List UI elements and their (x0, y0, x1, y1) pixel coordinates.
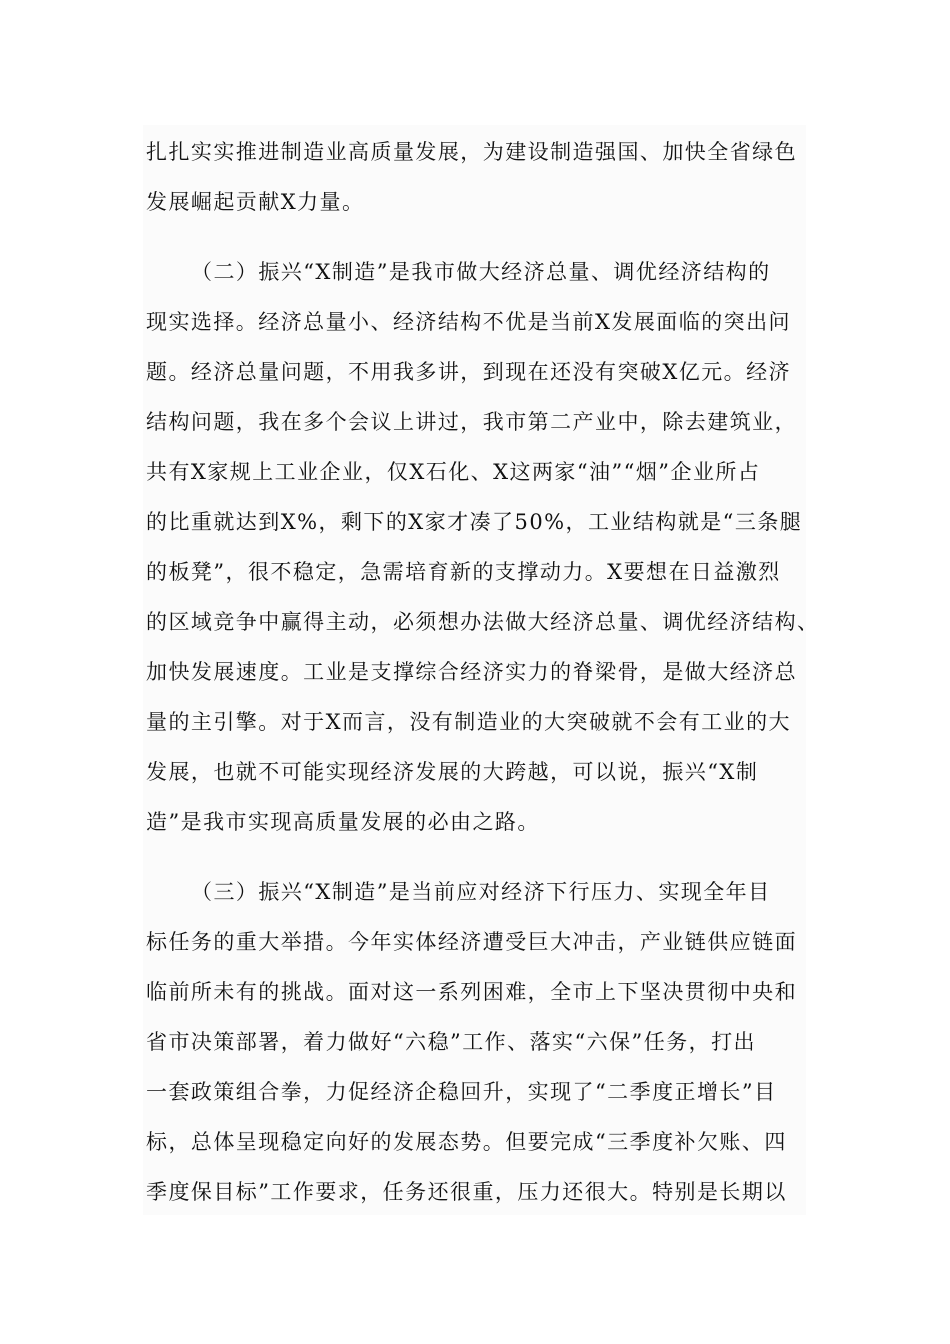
paragraph-3-line-5: 一套政策组合拳，力促经济企稳回升，实现了“二季度正增长”目 (146, 1080, 777, 1104)
paragraph-2-line-6: 的比重就达到X%，剩下的X家才凑了50%，工业结构就是“三条腿 (146, 510, 803, 534)
paragraph-2-line-7: 的板凳”，很不稳定，急需培育新的支撑动力。X要想在日益激烈 (146, 560, 781, 584)
paragraph-3-line-3: 临前所未有的挑战。面对这一系列困难，全市上下坚决贯彻中央和 (146, 980, 798, 1004)
paragraph-2-line-11: 发展，也就不可能实现经济发展的大跨越，可以说，振兴“X制 (146, 760, 759, 784)
paragraph-2-line-8: 的区域竞争中赢得主动，必须想办法做大经济总量、调优经济结构、 (146, 610, 820, 634)
paragraph-1-line-1: 扎扎实实推进制造业高质量发展，为建设制造强国、加快全省绿色 (146, 140, 798, 164)
paragraph-2-line-4: 结构问题，我在多个会议上讲过，我市第二产业中，除去建筑业， (146, 410, 798, 434)
paragraph-2-line-2: 现实选择。经济总量小、经济结构不优是当前X发展面临的突出问 (146, 310, 791, 334)
paragraph-2-line-5: 共有X家规上工业企业，仅X石化、X这两家“油”“烟”企业所占 (146, 460, 761, 484)
paragraph-3-line-1: （三）振兴“X制造”是当前应对经济下行压力、实现全年目 (191, 880, 771, 904)
paragraph-2-line-12: 造”是我市实现高质量发展的必由之路。 (146, 810, 540, 834)
paragraph-2-line-10: 量的主引擎。对于X而言，没有制造业的大突破就不会有工业的大 (146, 710, 791, 734)
paragraph-3-line-4: 省市决策部署，着力做好“六稳”工作、落实“六保”任务，打出 (146, 1030, 756, 1054)
paragraph-3-line-6: 标，总体呈现稳定向好的发展态势。但要完成“三季度补欠账、四 (146, 1130, 787, 1154)
paragraph-3-line-2: 标任务的重大举措。今年实体经济遭受巨大冲击，产业链供应链面 (146, 930, 798, 954)
paragraph-2-line-9: 加快发展速度。工业是支撑综合经济实力的脊梁骨，是做大经济总 (146, 660, 798, 684)
paragraph-2-line-1: （二）振兴“X制造”是我市做大经济总量、调优经济结构的 (191, 260, 771, 284)
paragraph-2-line-3: 题。经济总量问题，不用我多讲，到现在还没有突破X亿元。经济 (146, 360, 791, 384)
paragraph-3-line-7: 季度保目标”工作要求，任务还很重，压力还很大。特别是长期以 (146, 1180, 787, 1204)
paragraph-1-line-2: 发展崛起贡献X力量。 (146, 190, 365, 214)
